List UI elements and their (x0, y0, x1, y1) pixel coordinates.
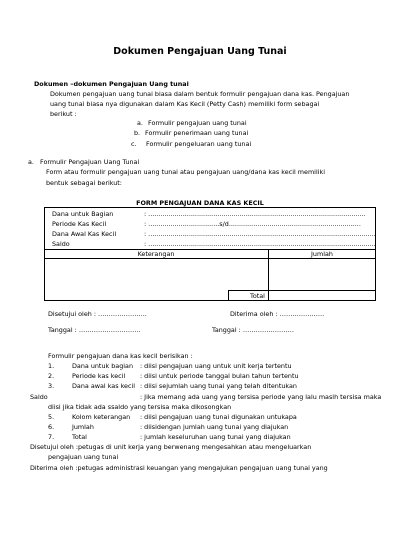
explain-desc: : diisidengan jumlah uang tunai yang diajukan (140, 423, 289, 431)
field-label-dana-bagian: Dana untuk Bagian (52, 210, 114, 218)
column-header-keterangan: Keterangan (137, 250, 175, 258)
page-title: Dokumen Pengajuan Uang Tunai (113, 46, 287, 57)
field-label-saldo: Saldo (52, 240, 70, 248)
subsection-title: Formulir Pengajuan Uang Tunai (40, 158, 140, 166)
intro-line: uang tunai biasa nya digunakan dalam Kas Kecil (Petty Cash) memiliki form sebagai (50, 100, 320, 108)
total-divider (228, 290, 229, 301)
subsection-line: bentuk sebagai berikut: (46, 179, 122, 187)
field-value-periode[interactable]: : ...................................s/d................................................................. (144, 220, 361, 228)
explain-num: 5. (48, 413, 55, 421)
explain-desc: : diisi pengajuan uang tunai digunakan untukapa (140, 413, 297, 421)
section-heading: Dokumen –dokumen Pengajuan Uang tunai (34, 80, 189, 88)
form-list-item: Formulir pengajuan uang tunai (148, 119, 247, 127)
explain-desc: : diisi sejumlah uang tunai yang telah ditentukan (140, 382, 297, 390)
form-list-marker: a. (137, 119, 143, 127)
field-value-saldo[interactable]: : ................................................................................................................ (144, 240, 376, 248)
column-header-jumlah: Jumlah (311, 250, 333, 258)
field-value-dana-awal[interactable]: : ................................................................................................................ (144, 230, 376, 238)
subsection-marker: a. (28, 158, 34, 166)
explain-desc: : diisi untuk periode tanggal bulan tahun tertentu (140, 372, 299, 380)
tanggal-right[interactable]: Tanggal : …………………… (212, 326, 294, 334)
field-label-periode: Periode Kas Kecil (52, 220, 107, 228)
total-label: Total (250, 292, 265, 300)
explain-label: Dana awal kas kecil (72, 382, 136, 390)
explain-label: Dana untuk bagian (72, 362, 133, 370)
diterima-desc: Diterima oleh :petugas administrasi keuangan yang mengajukan pengajuan uang tunai yang (30, 464, 328, 472)
explain-label: Periode kas kecil (72, 372, 126, 380)
explain-num: 6. (48, 423, 55, 431)
explain-intro: Formulir pengajuan dana kas kecil berisikan : (48, 352, 193, 360)
form-list-item: Formulir pengeluaran uang tunai (146, 140, 252, 148)
tanggal-left[interactable]: Tanggal : ……………………….. (48, 326, 141, 334)
subsection-line: Form atau formulir pengajuan uang tunai atau pengajuan uang/dana kas kecil memiliki (46, 168, 325, 176)
explain-num: 1. (48, 362, 55, 370)
saldo-label: Saldo (30, 393, 48, 401)
field-label-dana-awal: Dana Awal Kas Kecil (52, 230, 117, 238)
disetujui-oleh[interactable]: Disetujui oleh : ………………….. (48, 310, 147, 318)
intro-line: Dokumen pengajuan uang tunai biasa dalam bentuk formulir pengajuan dana kas. Pengajuan (50, 90, 350, 98)
table-rule (44, 258, 376, 259)
explain-desc: : jumlah keseluruhan uang tunai yang diajukan (140, 433, 291, 441)
form-list-item: Formulir penerimaan uang tunai (145, 129, 249, 137)
explain-num: 3. (48, 382, 55, 390)
disetujui-desc: Disetujui oleh :petugas di unit kerja yang berwenang mengesahkan atau mengeluarkan (30, 443, 312, 451)
explain-desc: : diisi pengajuan uang untuk unit kerja tertentu (140, 362, 292, 370)
explain-num: 7. (48, 433, 55, 441)
saldo-desc-cont: diisi jika tidak ada ssaldo yang tersisa maka dikosongkan (48, 403, 232, 411)
explain-num: 2. (48, 372, 55, 380)
intro-line: berikut : (50, 110, 77, 118)
field-value-dana-bagian[interactable]: : ........................................................................................................... (144, 210, 366, 218)
form-list-marker: c. (131, 140, 137, 148)
saldo-desc: : Jika memang ada uang yang tersisa periode yang lalu masih tersisa maka (140, 393, 382, 401)
explain-label: Kolom keterangan (72, 413, 131, 421)
disetujui-desc-cont: pengajuan uang tunai (48, 453, 119, 461)
diterima-oleh[interactable]: Diterima oleh : ………………… (230, 310, 325, 318)
explain-label: Jumlah (72, 423, 94, 431)
form-list-marker: b. (134, 129, 141, 137)
explain-label: Total (72, 433, 87, 441)
form-title: FORM PENGAJUAN DANA KAS KECIL (136, 199, 264, 207)
total-rule (228, 290, 376, 291)
